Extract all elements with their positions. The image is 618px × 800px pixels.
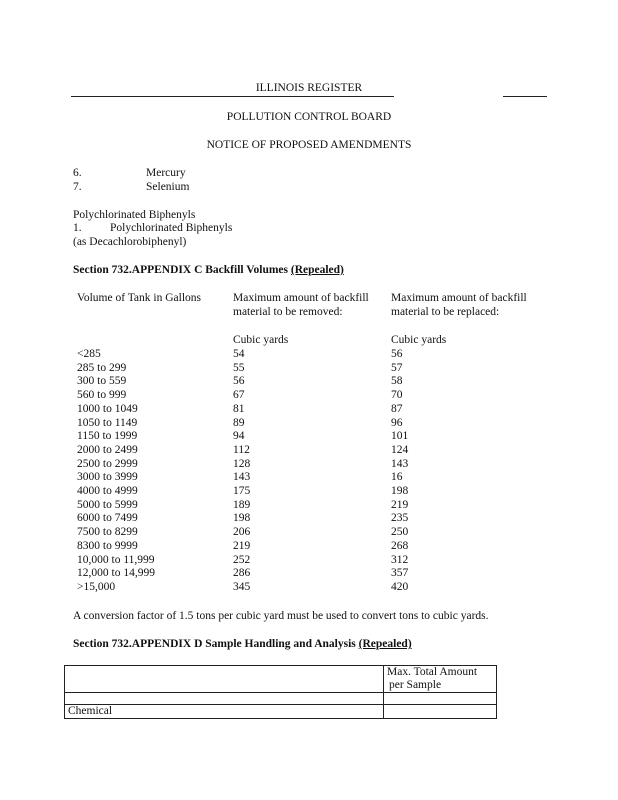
replaced-cell: 420 bbox=[391, 580, 409, 593]
removed-cell: 67 bbox=[233, 389, 245, 402]
replaced-cell: 16 bbox=[391, 471, 403, 484]
replaced-cell: 87 bbox=[391, 402, 403, 415]
table-row bbox=[0, 567, 618, 581]
col-replaced-header-line2: material to be replaced: bbox=[391, 306, 500, 318]
replaced-cell: 268 bbox=[391, 539, 409, 552]
table-row bbox=[0, 554, 618, 568]
removed-cell: 112 bbox=[233, 443, 250, 456]
pcb-number: 1. bbox=[73, 222, 82, 234]
table-row bbox=[0, 540, 618, 554]
pcb-item: Polychlorinated Biphenyls bbox=[110, 222, 233, 234]
table-row bbox=[0, 444, 618, 458]
table-row bbox=[0, 403, 618, 417]
table-row bbox=[0, 581, 618, 595]
table-row bbox=[0, 499, 618, 513]
volume-cell: 1000 to 1049 bbox=[77, 402, 138, 415]
volume-cell: 300 to 559 bbox=[77, 375, 127, 388]
pcb-heading: Polychlorinated Biphenyls bbox=[73, 209, 196, 221]
volume-cell: 1150 to 1999 bbox=[77, 430, 138, 443]
removed-cell: 56 bbox=[233, 375, 245, 388]
table-row bbox=[0, 430, 618, 444]
col-removed-header: Maximum amount of backfill bbox=[233, 292, 369, 304]
replaced-cell: 124 bbox=[391, 443, 409, 456]
removed-cell: 219 bbox=[233, 539, 251, 552]
volume-cell: 560 to 999 bbox=[77, 389, 127, 402]
volume-cell: 12,000 to 14,999 bbox=[77, 567, 155, 580]
table-cell bbox=[65, 693, 384, 705]
removed-cell: 198 bbox=[233, 512, 251, 525]
col-volume-header: Volume of Tank in Gallons bbox=[77, 292, 201, 304]
removed-cell: 94 bbox=[233, 430, 245, 443]
table-row bbox=[0, 512, 618, 526]
table-header-cell bbox=[384, 666, 497, 693]
appendix-d-heading bbox=[73, 638, 412, 650]
table-cell bbox=[384, 693, 497, 705]
table-row bbox=[0, 417, 618, 431]
table-row bbox=[0, 526, 618, 540]
replaced-cell: 57 bbox=[391, 361, 403, 374]
volume-cell: >15,000 bbox=[77, 580, 116, 593]
chemical-cell bbox=[65, 705, 384, 719]
table-cell bbox=[65, 666, 384, 693]
notice-title: NOTICE OF PROPOSED AMENDMENTS bbox=[206, 139, 412, 151]
appendix-d-title: Section 732.APPENDIX D Sample Handling and Analysis bbox=[73, 638, 356, 650]
replaced-cell: 56 bbox=[391, 348, 403, 360]
volume-cell: 1050 to 1149 bbox=[77, 416, 138, 429]
removed-cell: 252 bbox=[233, 553, 251, 566]
table-row bbox=[0, 485, 618, 499]
replaced-cell: 235 bbox=[391, 512, 409, 525]
list-item: Mercury bbox=[146, 167, 186, 179]
conversion-note: A conversion factor of 1.5 tons per cubic yard must be used to convert tons to cubic yards. bbox=[73, 610, 489, 622]
replaced-cell: 101 bbox=[391, 430, 409, 443]
appendix-d-repealed: (Repealed) bbox=[358, 638, 412, 650]
volume-cell: 10,000 to 11,999 bbox=[77, 553, 155, 566]
removed-cell: 175 bbox=[233, 485, 251, 497]
removed-cell: 128 bbox=[233, 457, 251, 470]
board-title: POLLUTION CONTROL BOARD bbox=[226, 111, 392, 123]
col-removed-units: Cubic yards bbox=[233, 334, 289, 346]
chemical-label: Chemical bbox=[68, 705, 113, 717]
per-sample-header: per Sample bbox=[389, 679, 442, 691]
replaced-cell: 198 bbox=[391, 485, 409, 497]
volume-cell: 2500 to 2999 bbox=[77, 457, 138, 470]
volume-cell: <285 bbox=[77, 348, 101, 360]
col-replaced-units: Cubic yards bbox=[391, 334, 447, 346]
replaced-cell: 143 bbox=[391, 457, 409, 470]
replaced-cell: 312 bbox=[391, 553, 409, 566]
appendix-c-repealed: (Repealed) bbox=[290, 264, 344, 276]
table-row bbox=[0, 348, 618, 362]
removed-cell: 345 bbox=[233, 580, 251, 593]
volume-cell: 5000 to 5999 bbox=[77, 498, 138, 511]
removed-cell: 143 bbox=[233, 471, 251, 484]
replaced-cell: 96 bbox=[391, 416, 403, 429]
table-row bbox=[0, 389, 618, 403]
col-replaced-header: Maximum amount of backfill bbox=[391, 292, 527, 304]
list-number: 7. bbox=[73, 181, 82, 193]
replaced-cell: 70 bbox=[391, 389, 403, 402]
table-row bbox=[0, 362, 618, 376]
removed-cell: 286 bbox=[233, 567, 251, 580]
sample-handling-table bbox=[64, 665, 497, 719]
removed-cell: 89 bbox=[233, 416, 245, 429]
volume-cell: 3000 to 3999 bbox=[77, 471, 138, 484]
appendix-c-title: Section 732.APPENDIX C Backfill Volumes bbox=[73, 264, 288, 276]
volume-cell: 4000 to 4999 bbox=[77, 485, 138, 497]
volume-cell: 6000 to 7499 bbox=[77, 512, 138, 525]
list-number: 6. bbox=[73, 167, 82, 179]
header-rule-left bbox=[71, 96, 394, 97]
header-rule-right bbox=[503, 96, 547, 97]
table-row bbox=[0, 375, 618, 389]
table-cell bbox=[384, 705, 497, 719]
list-item: Selenium bbox=[146, 181, 190, 193]
removed-cell: 189 bbox=[233, 498, 251, 511]
replaced-cell: 357 bbox=[391, 567, 409, 580]
appendix-c-heading bbox=[73, 264, 344, 276]
pcb-note: (as Decachlorobiphenyl) bbox=[73, 236, 187, 248]
removed-cell: 81 bbox=[233, 402, 245, 415]
col-removed-header-line2: material to be removed: bbox=[233, 306, 343, 318]
removed-cell: 55 bbox=[233, 361, 245, 374]
volume-cell: 8300 to 9999 bbox=[77, 539, 138, 552]
volume-cell: 7500 to 8299 bbox=[77, 526, 138, 539]
max-amount-header: Max. Total Amount bbox=[387, 666, 478, 678]
table-row bbox=[0, 458, 618, 472]
volume-cell: 285 to 299 bbox=[77, 361, 127, 374]
removed-cell: 54 bbox=[233, 348, 245, 360]
volume-cell: 2000 to 2499 bbox=[77, 443, 138, 456]
table-row bbox=[0, 471, 618, 485]
replaced-cell: 58 bbox=[391, 375, 403, 388]
register-title: ILLINOIS REGISTER bbox=[255, 82, 363, 94]
replaced-cell: 250 bbox=[391, 526, 409, 539]
replaced-cell: 219 bbox=[391, 498, 409, 511]
removed-cell: 206 bbox=[233, 526, 251, 539]
